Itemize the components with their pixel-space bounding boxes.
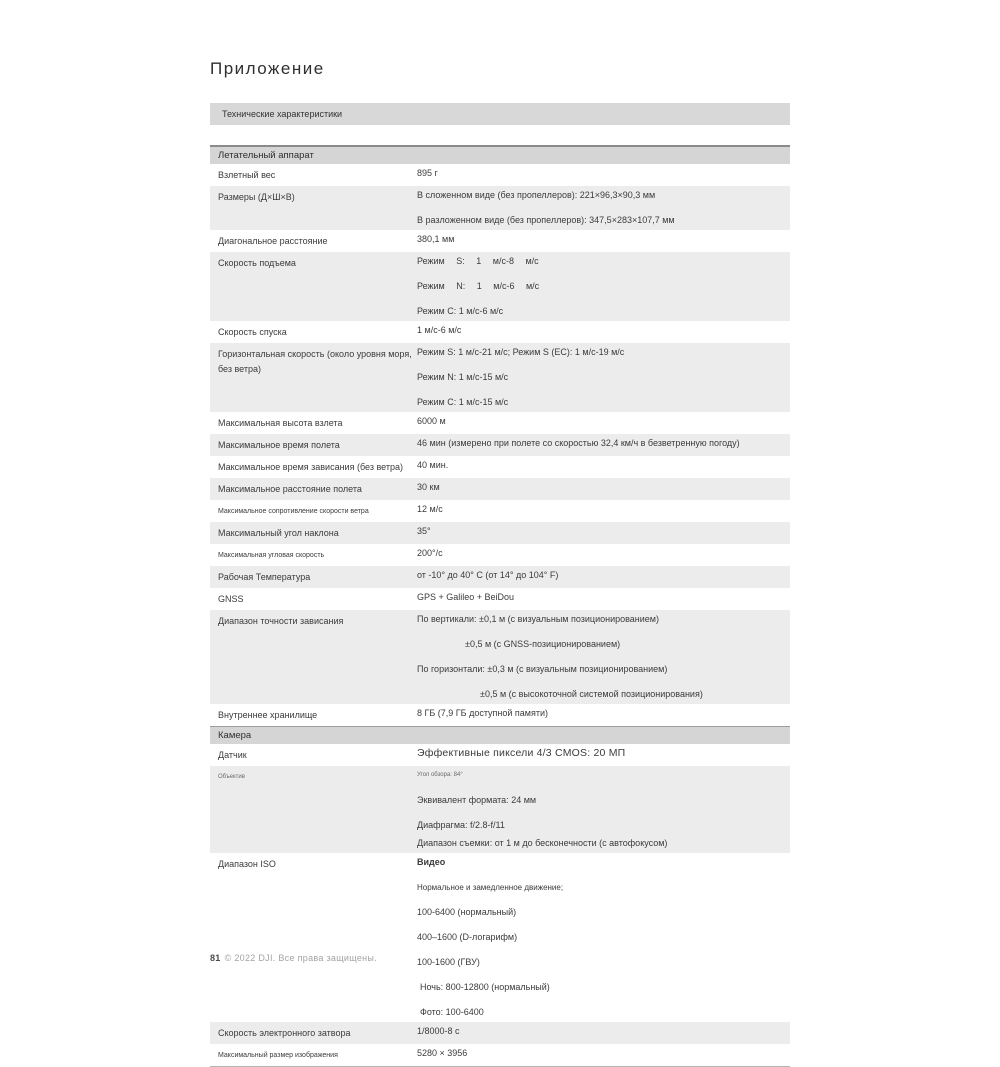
spec-value-line: Режим S: 1 м/с-8 м/с <box>417 256 539 266</box>
spec-row <box>210 412 790 434</box>
spec-value-line: 380,1 мм <box>417 234 455 244</box>
spec-values <box>417 569 790 585</box>
spec-values <box>417 525 790 541</box>
spec-value-line: По вертикали: ±0,1 м (с визуальным позиционированием) <box>417 614 659 624</box>
spec-label: Максимальная высота взлета <box>218 418 343 428</box>
spec-row <box>210 1022 790 1044</box>
spec-value-line: GPS + Galileo + BeiDou <box>417 592 515 602</box>
spec-value-line: Режим C: 1 м/с-15 м/с <box>417 397 509 407</box>
spec-row <box>210 566 790 588</box>
spec-row <box>210 478 790 500</box>
spec-value-line: Режим N: 1 м/с-15 м/с <box>417 372 509 382</box>
spec-values <box>417 324 790 340</box>
spec-value-line: 30 км <box>417 482 440 492</box>
spec-row <box>210 766 790 853</box>
spec-label: Максимальное расстояние полета <box>218 484 362 494</box>
spec-values <box>417 769 790 850</box>
spec-label: Скорость подъема <box>218 258 296 268</box>
spec-row <box>210 1044 790 1066</box>
spec-row <box>210 321 790 343</box>
spec-value-line: Режим S: 1 м/с-21 м/с; Режим S (ЕС): 1 м/с-19 м/с <box>417 347 625 357</box>
spec-label: Максимальная угловая скорость <box>218 552 325 559</box>
spec-label: Максимальный размер изображения <box>218 1052 338 1059</box>
spec-value-line: Ночь: 800-12800 (нормальный) <box>420 982 550 992</box>
spec-values <box>417 415 790 431</box>
spec-value-line: 46 мин (измерено при полете со скоростью 32,4 км/ч в безветренную погоду) <box>417 438 740 448</box>
spec-row <box>210 610 790 704</box>
spec-value-line: 200°/с <box>417 548 443 558</box>
spec-row <box>210 456 790 478</box>
spec-row <box>210 164 790 186</box>
spec-label: Рабочая Температура <box>218 572 311 582</box>
spec-label: Размеры (Д×Ш×В) <box>218 192 295 202</box>
spec-value-line: от -10° до 40° C (от 14° до 104° F) <box>417 570 559 580</box>
spec-value-line: Режим C: 1 м/с-6 м/с <box>417 306 504 316</box>
spec-value-line: Эквивалент формата: 24 мм <box>417 795 537 805</box>
spec-values <box>417 503 790 519</box>
spec-value-line: 1/8000-8 с <box>417 1026 460 1036</box>
spec-label: Объектив <box>218 774 245 780</box>
spec-values <box>417 707 790 723</box>
spec-label: Диапазон ISO <box>218 859 276 869</box>
spec-row <box>210 853 790 1022</box>
copyright-text: © 2022 DJI. Все права защищены. <box>224 953 377 963</box>
spec-values <box>417 481 790 497</box>
spec-table <box>210 145 790 1067</box>
page-content <box>210 58 790 1067</box>
spec-row <box>210 522 790 544</box>
table-section-header: Летательный аппарат <box>210 145 790 164</box>
spec-value-line: Эффективные пиксели 4/3 CMOS: 20 МП <box>417 747 626 759</box>
page-number: 81 <box>210 953 221 963</box>
spec-value-line: 35° <box>417 526 431 536</box>
spec-label: Датчик <box>218 750 247 760</box>
spec-values <box>417 255 790 318</box>
spec-value-line: 12 м/с <box>417 504 443 514</box>
spec-label: Скорость электронного затвора <box>218 1028 351 1038</box>
spec-values <box>417 856 790 1019</box>
spec-label: Внутреннее хранилище <box>218 710 318 720</box>
spec-label: Скорость спуска <box>218 327 287 337</box>
spec-values <box>417 747 790 763</box>
page-title: Приложение <box>210 59 325 78</box>
spec-row <box>210 744 790 766</box>
spec-value-line: 8 ГБ (7,9 ГБ доступной памяти) <box>417 708 549 718</box>
spec-row <box>210 434 790 456</box>
spec-value-line: 895 г <box>417 168 438 178</box>
spec-row <box>210 230 790 252</box>
spec-label: Максимальное время зависания (без ветра) <box>218 462 403 472</box>
spec-value-line: 100-6400 (нормальный) <box>417 907 517 917</box>
spec-value-line: Угол обзора: 84° <box>417 772 463 778</box>
spec-label: Диапазон точности зависания <box>218 616 344 626</box>
page-footer <box>210 953 377 963</box>
spec-value-line: Нормальное и замедленное движение; <box>417 883 564 892</box>
table-section-header: Камера <box>210 726 790 744</box>
spec-values <box>417 1025 790 1041</box>
spec-row <box>210 343 790 412</box>
spec-row <box>210 186 790 230</box>
spec-label: Максимальный угол наклона <box>218 528 339 538</box>
spec-value-line: В сложенном виде (без пропеллеров): 221×96,3×90,3 мм <box>417 190 656 200</box>
spec-row <box>210 252 790 321</box>
spec-value-line: 6000 м <box>417 416 446 426</box>
spec-value-line: 400–1600 (D-логарифм) <box>417 932 518 942</box>
spec-value-line: 100-1600 (ГВУ) <box>417 957 480 967</box>
spec-value-line: Диапазон съемки: от 1 м до бесконечности (с автофокусом) <box>417 838 668 848</box>
spec-values <box>417 459 790 475</box>
spec-values <box>417 167 790 183</box>
spec-values <box>417 437 790 453</box>
spec-values <box>417 233 790 249</box>
spec-values <box>417 346 790 409</box>
spec-value-line: По горизонтали: ±0,3 м (с визуальным позиционированием) <box>417 664 668 674</box>
spec-value-line: 40 мин. <box>417 460 449 470</box>
spec-row <box>210 544 790 566</box>
spec-label: Взлетный вес <box>218 170 276 180</box>
spec-label: Диагональное расстояние <box>218 236 328 246</box>
specs-banner-label: Технические характеристики <box>222 109 343 119</box>
spec-values <box>417 547 790 563</box>
spec-value-line: ±0,5 м (с GNSS-позиционированием) <box>465 639 621 649</box>
spec-value-line: В разложенном виде (без пропеллеров): 347,5×283×107,7 мм <box>417 215 675 225</box>
spec-value-line: Режим N: 1 м/с-6 м/с <box>417 281 540 291</box>
spec-values <box>417 613 790 701</box>
spec-value-line: ±0,5 м (с высокоточной системой позиционирования) <box>480 689 703 699</box>
spec-values <box>417 591 790 607</box>
spec-values <box>417 189 790 227</box>
specs-banner <box>210 103 790 125</box>
spec-value-line: 1 м/с-6 м/с <box>417 325 462 335</box>
spec-row <box>210 704 790 726</box>
spec-value-line: Видео <box>417 857 446 867</box>
spec-row <box>210 588 790 610</box>
spec-label: Максимальное время полета <box>218 440 340 450</box>
spec-values <box>417 1047 790 1063</box>
spec-value-line: 5280 × 3956 <box>417 1048 468 1058</box>
spec-label: GNSS <box>218 594 244 604</box>
spec-label: Максимальное сопротивление скорости ветра <box>218 508 369 515</box>
spec-value-line: Фото: 100-6400 <box>420 1007 484 1017</box>
spec-row <box>210 500 790 522</box>
spec-value-line: Диафрагма: f/2.8-f/11 <box>417 820 505 830</box>
spec-label: Горизонтальная скорость (около уровня моря, без ветра) <box>218 349 412 374</box>
